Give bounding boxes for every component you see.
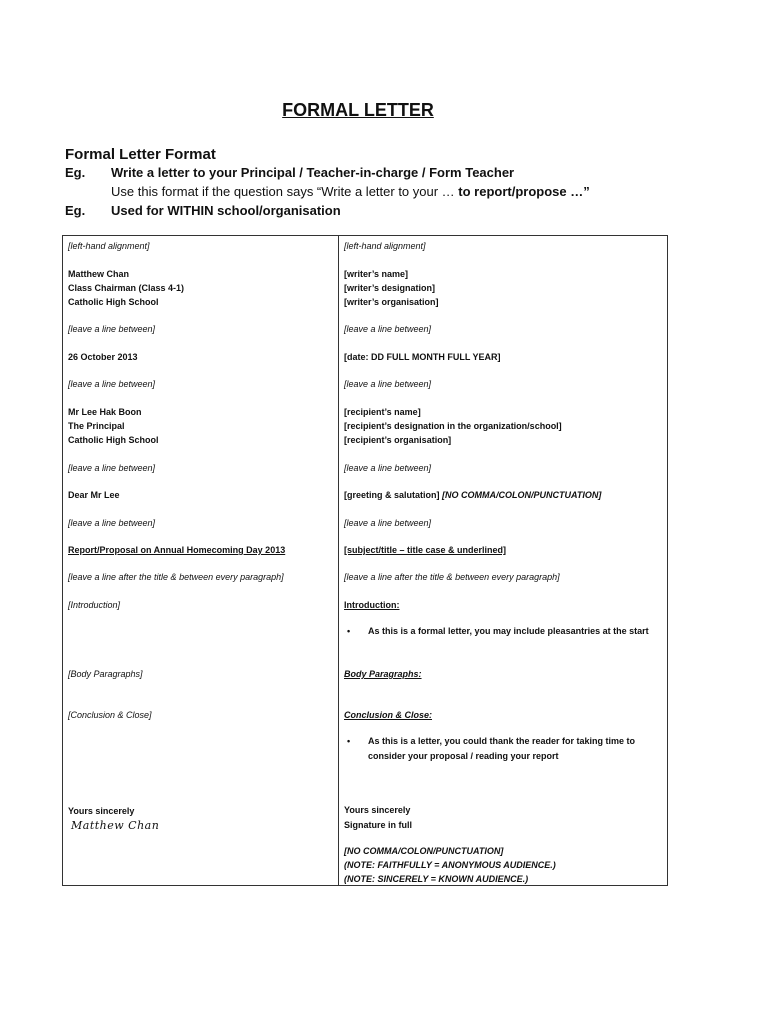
bullet-dot: • bbox=[347, 736, 351, 746]
eg-text: Used for WITHIN school/organisation bbox=[111, 203, 341, 218]
bullet-dot: • bbox=[347, 626, 351, 636]
page-title: FORMAL LETTER bbox=[282, 100, 434, 120]
right-recipient-name: [recipient’s name] bbox=[344, 407, 421, 417]
right-subject: [subject/title – title case & underlined] bbox=[344, 545, 507, 555]
column-divider bbox=[338, 236, 339, 885]
left-body: [Body Paragraphs] bbox=[68, 669, 143, 679]
left-gap-note: [leave a line after the title & between every paragraph] bbox=[68, 572, 284, 582]
right-writer-org: [writer’s organisation] bbox=[344, 297, 439, 307]
left-recipient-name: Mr Lee Hak Boon bbox=[68, 407, 142, 417]
left-writer-org: Catholic High School bbox=[68, 297, 159, 307]
left-gap-note: [leave a line between] bbox=[68, 324, 156, 334]
right-body: Body Paragraphs: bbox=[344, 669, 422, 679]
example-row-2 bbox=[65, 203, 341, 218]
example-row-1 bbox=[65, 165, 514, 180]
right-salutation bbox=[344, 488, 601, 502]
left-date: 26 October 2013 bbox=[68, 352, 138, 362]
right-gap-note: [leave a line between] bbox=[344, 324, 432, 334]
right-recipient-org: [recipient’s organisation] bbox=[344, 435, 452, 445]
right-gap-note: [leave a line between] bbox=[344, 463, 432, 473]
left-closing: Yours sincerely bbox=[68, 806, 135, 816]
handwritten-signature: Matthew Chan bbox=[71, 819, 160, 832]
right-closing: Yours sincerely bbox=[344, 805, 411, 815]
right-salutation-bold: [greeting & salutation] bbox=[344, 490, 440, 500]
eg-sub-bold: to report/propose …” bbox=[458, 184, 590, 199]
intro-bullet bbox=[347, 624, 652, 639]
left-gap-note: [leave a line between] bbox=[68, 463, 156, 473]
left-gap-note: [leave a line between] bbox=[68, 379, 156, 389]
right-gap-note: [leave a line between] bbox=[344, 518, 432, 528]
eg-text: Write a letter to your Principal / Teacher-in-charge / Form Teacher bbox=[111, 165, 515, 180]
right-writer-designation: [writer’s designation] bbox=[344, 283, 436, 293]
eg-label: Eg. bbox=[65, 165, 86, 180]
right-conclusion: Conclusion & Close: bbox=[344, 710, 433, 720]
left-alignment-note: [left-hand alignment] bbox=[68, 241, 150, 251]
eg-sub-prefix: Use this format if the question says “Write a letter to your … bbox=[111, 184, 459, 199]
eg-label: Eg. bbox=[65, 203, 86, 218]
right-note: (NOTE: FAITHFULLY = ANONYMOUS AUDIENCE.) bbox=[344, 860, 556, 870]
right-gap-note: [leave a line between] bbox=[344, 379, 432, 389]
left-gap-note: [leave a line between] bbox=[68, 518, 156, 528]
section-heading: Formal Letter Format bbox=[65, 146, 216, 163]
right-writer-name: [writer’s name] bbox=[344, 269, 409, 279]
right-introduction: Introduction: bbox=[344, 600, 400, 610]
right-salutation-italic: [NO COMMA/COLON/PUNCTUATION] bbox=[439, 490, 602, 500]
format-table bbox=[62, 235, 668, 886]
left-salutation: Dear Mr Lee bbox=[68, 490, 120, 500]
example-subtext bbox=[111, 184, 590, 199]
left-writer-designation: Class Chairman (Class 4-1) bbox=[68, 283, 185, 293]
right-gap-note: [leave a line after the title & between every paragraph] bbox=[344, 572, 560, 582]
left-subject: Report/Proposal on Annual Homecoming Day 2013 bbox=[68, 545, 286, 555]
right-recipient-designation: [recipient’s designation in the organization/school] bbox=[344, 421, 562, 431]
right-signature: Signature in full bbox=[344, 820, 413, 830]
left-conclusion: [Conclusion & Close] bbox=[68, 710, 152, 720]
conclusion-bullet bbox=[347, 734, 652, 764]
intro-bullet-text: As this is a formal letter, you may include pleasantries at the start bbox=[368, 626, 649, 636]
left-recipient-org: Catholic High School bbox=[68, 435, 159, 445]
left-writer-name: Matthew Chan bbox=[68, 269, 130, 279]
right-note: [NO COMMA/COLON/PUNCTUATION] bbox=[344, 846, 504, 856]
conclusion-bullet-text: As this is a letter, you could thank the reader for taking time to consider your proposal / reading your report bbox=[368, 736, 636, 761]
right-note: (NOTE: SINCERELY = KNOWN AUDIENCE.) bbox=[344, 874, 529, 884]
left-introduction: [Introduction] bbox=[68, 600, 121, 610]
right-date: [date: DD FULL MONTH FULL YEAR] bbox=[344, 352, 501, 362]
right-alignment-note: [left-hand alignment] bbox=[344, 241, 426, 251]
left-recipient-designation: The Principal bbox=[68, 421, 125, 431]
